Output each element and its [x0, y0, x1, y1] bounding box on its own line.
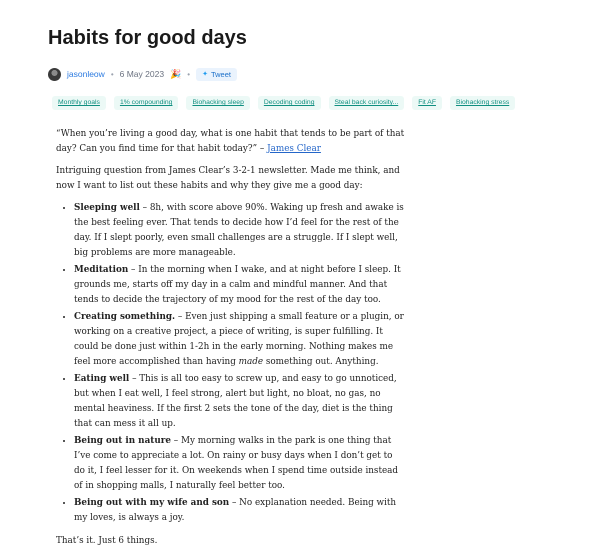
habit-name: Being out in nature — [74, 436, 171, 446]
list-item — [74, 310, 406, 370]
habit-text: – Even just shipping a small feature or a plugin, or working on a creative project, a piece of writing, is super fulfilling. It could be done just within 1-2h in the early morning. Nothing makes me feel more accomplished than having — [74, 312, 404, 367]
list-item — [74, 434, 406, 494]
tag-monthly-goals[interactable]: Monthly goals — [52, 96, 106, 110]
tag-list — [52, 96, 515, 110]
habit-emphasis: made — [238, 357, 264, 367]
post-date: 6 May 2023 — [119, 69, 165, 79]
page-title: Habits for good days — [48, 27, 247, 49]
tag-decoding-coding[interactable]: Decoding coding — [258, 96, 321, 110]
list-item — [74, 372, 406, 432]
tag-biohacking-sleep[interactable]: Biohacking sleep — [186, 96, 249, 110]
outro-paragraph: That’s it. Just 6 things. — [56, 536, 158, 546]
habit-name: Eating well — [74, 374, 130, 384]
intro-paragraph: Intriguing question from James Clear’s 3-2-1 newsletter. Made me think, and now I want to list out these habits and why they give me a good day: — [56, 166, 400, 191]
habit-name: Creating something. — [74, 312, 176, 322]
habit-name: Being out with my wife and son — [74, 498, 230, 508]
tweet-button[interactable] — [196, 68, 237, 81]
tag-steal-back-curiosity[interactable]: Steal back curiosity... — [329, 96, 405, 110]
habit-name: Sleeping well — [74, 203, 140, 213]
twitter-bird-icon: ✦ — [202, 71, 208, 78]
list-item — [74, 496, 406, 526]
meta-separator: • — [187, 69, 191, 79]
avatar[interactable] — [48, 68, 61, 81]
habit-text: – No explanation needed. Being with my loves, is always a joy. — [74, 498, 397, 523]
meta-separator: • — [110, 69, 114, 79]
post-body — [56, 127, 406, 556]
habit-text: – This is all too easy to screw up, and easy to go unnoticed, but when I eat well, I feel strong, alert but light, no bloat, no gas, no mental heaviness. If the first 2 sets the tone of the day, diet is the thing that can mess it all up. — [74, 374, 397, 429]
list-item — [74, 201, 406, 261]
tag-fit-af[interactable]: Fit AF — [412, 96, 442, 110]
list-item — [74, 263, 406, 308]
habit-list — [56, 201, 406, 526]
habit-text: – 8h, with score above 90%. Waking up fresh and awake is the best feeling ever. That tends to decide how I’d feel for the rest of the day. If I slept poorly, even small challenges are a struggle. If I slept well, big problems are more manageable. — [74, 203, 404, 258]
james-clear-link[interactable]: James Clear — [267, 144, 321, 154]
habit-name: Meditation — [74, 265, 129, 275]
author-link[interactable]: jasonleow — [67, 69, 105, 79]
party-emoji-icon: 🎉 — [170, 68, 182, 79]
tag-biohacking-stress[interactable]: Biohacking stress — [450, 96, 515, 110]
habit-text-after: something out. Anything. — [263, 357, 379, 367]
quote-text: “When you’re living a good day, what is one habit that tends to be part of that day? Can you find time for that habit today?” – — [56, 129, 405, 154]
tag-1-percent-compounding[interactable]: 1% compounding — [114, 96, 179, 110]
post-meta — [48, 66, 237, 82]
habit-text: – My morning walks in the park is one thing that I’ve come to appreciate a lot. On rainy or busy days when I don’t get to do it, I feel lesser for it. On weekends when I spend time outside instead of in shopping malls, I naturally feel better too. — [74, 436, 399, 491]
quote-paragraph — [56, 127, 406, 157]
tweet-label: Tweet — [210, 69, 231, 79]
habit-text: – In the morning when I wake, and at night before I sleep. It grounds me, starts off my day in a calm and mindful manner. And that tends to decide the trajectory of my mood for the rest of the day too. — [74, 265, 401, 305]
